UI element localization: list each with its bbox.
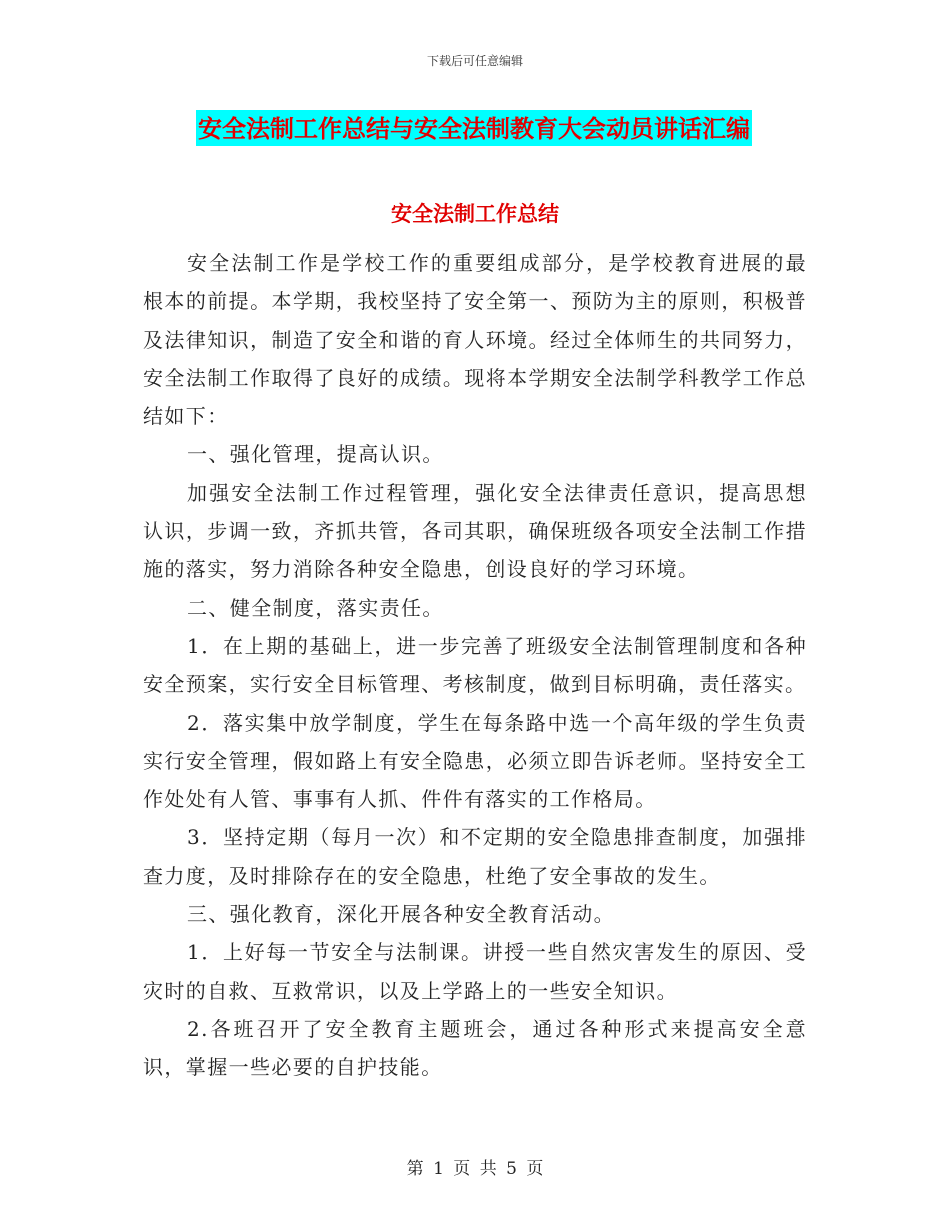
paragraph-intro: 安全法制工作是学校工作的重要组成部分，是学校教育进展的最根本的前提。本学期，我校坚持了安全第一、预防为主的原则，积极普及法律知识，制造了安全和谐的育人环境。经过全体师生的共同努力，安全法制工作取得了良好的成绩。现将本学期安全法制学科教学工作总结如下： [143, 251, 807, 429]
heading-three: 三、强化教育，深化开展各种安全教育活动。 [187, 902, 615, 927]
page-number: 第 1 页 共 5 页 [406, 1159, 544, 1179]
paragraph-item-2-2: 2．落实集中放学制度，学生在每条路中选一个高年级的学生负责实行安全管理，假如路上有安全隐患，必须立即告诉老师。坚持安全工作处处有人管、事事有人抓、件件有落实的工作格局。 [143, 710, 807, 812]
paragraph-item-2-3: 3．坚持定期（每月一次）和不定期的安全隐患排查制度，加强排查力度，及时排除存在的安全隐患，杜绝了安全事故的发生。 [143, 825, 807, 888]
document-body [143, 244, 807, 1087]
paragraph-management: 加强安全法制工作过程管理，强化安全法律责任意识，提高思想认识，步调一致，齐抓共管，各司其职，确保班级各项安全法制工作措施的落实，努力消除各种安全隐患，创设良好的学习环境。 [143, 480, 807, 582]
heading-one: 一、强化管理，提高认识。 [187, 442, 444, 467]
document-title: 安全法制工作总结与安全法制教育大会动员讲话汇编 [196, 110, 752, 146]
paragraph-item-3-1: 1．上好每一节安全与法制课。讲授一些自然灾害发生的原因、受灾时的自救、互救常识，以及上学路上的一些安全知识。 [143, 940, 807, 1003]
header-note: 下载后可任意编辑 [426, 54, 523, 68]
paragraph-item-3-2: 2.各班召开了安全教育主题班会，通过各种形式来提高安全意识，掌握一些必要的自护技能。 [143, 1016, 807, 1080]
section-title: 安全法制工作总结 [391, 202, 559, 226]
heading-two: 二、健全制度，落实责任。 [187, 595, 444, 620]
paragraph-item-2-1: 1．在上期的基础上，进一步完善了班级安全法制管理制度和各种安全预案，实行安全目标管理、考核制度，做到目标明确，责任落实。 [143, 633, 807, 697]
